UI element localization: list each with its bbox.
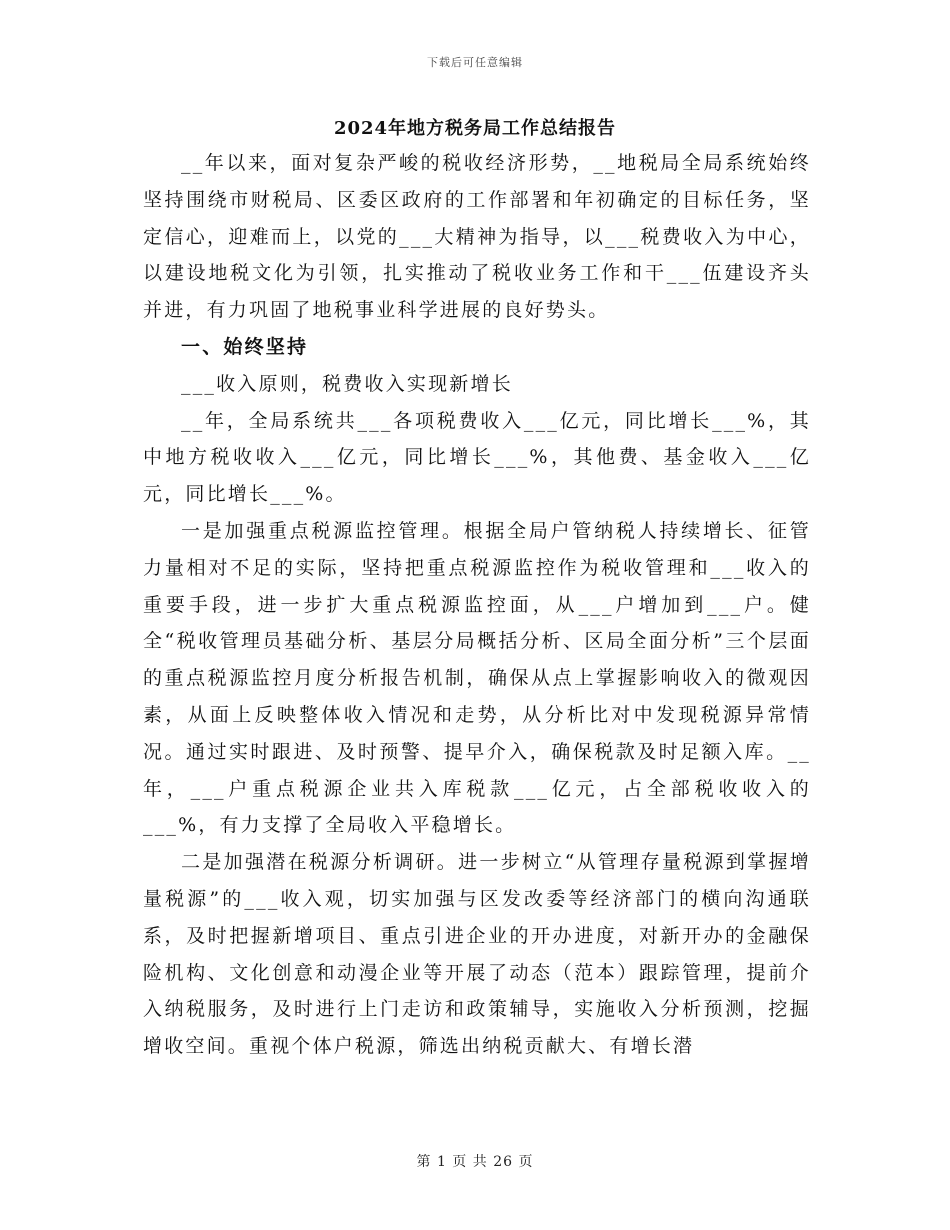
paragraph-potential-tax-source: 二是加强潜在税源分析调研。进一步树立“从管理存量税源到掌握增量税源”的___收入观，切实加强与区发改委等经济部门的横向沟通联系，及时把握新增项目、重点引进企业的开办进度，对新开办的金融保险机构、文化创意和动漫企业等开展了动态（范本）跟踪管理，提前介入纳税服务，及时进行上门走访和政策辅导，实施收入分析预测，挖掘增收空间。重视个体户税源，筛选出纳税贡献大、有增长潜 [143, 851, 811, 1058]
page-number-footer: 第 1 页 共 26 页 [416, 1154, 534, 1170]
document-title: 2024年地方税务局工作总结报告 [333, 118, 617, 139]
section-subheading: ___收入原则，税费收入实现新增长 [181, 372, 513, 395]
document-body [143, 145, 811, 1065]
paragraph-key-tax-source: 一是加强重点税源监控管理。根据全局户管纳税人持续增长、征管力量相对不足的实际，坚持把重点税源监控作为税收管理和___收入的重要手段，进一步扩大重点税源监控面，从___户增加到___户。健全“税收管理员基础分析、基层分局概括分析、区局全面分析”三个层面的重点税源监控月度分析报告机制，确保从点上掌握影响收入的微观因素，从面上反映整体收入情况和走势，从分析比对中发现税源异常情况。通过实时跟进、及时预警、提早介入，确保税款及时足额入库。__年，___户重点税源企业共入库税款___亿元，占全部税收收入的___%，有力支撑了全局收入平稳增长。 [143, 519, 811, 837]
paragraph-revenue-summary: __年，全局系统共___各项税费收入___亿元，同比增长___%，其中地方税收收入___亿元，同比增长___%，其他费、基金收入___亿元，同比增长___%。 [143, 409, 811, 506]
paragraph-intro: __年以来，面对复杂严峻的税收经济形势，__地税局全局系统始终坚持围绕市财税局、区委区政府的工作部署和年初确定的目标任务，坚定信心，迎难而上，以党的___大精神为指导，以___税费收入为中心，以建设地税文化为引领，扎实推动了税收业务工作和干___伍建设齐头并进，有力巩固了地税事业科学进展的良好势头。 [143, 152, 811, 322]
section-heading-1: 一、始终坚持 [181, 335, 309, 358]
header-note: 下载后可任意编辑 [427, 56, 523, 69]
